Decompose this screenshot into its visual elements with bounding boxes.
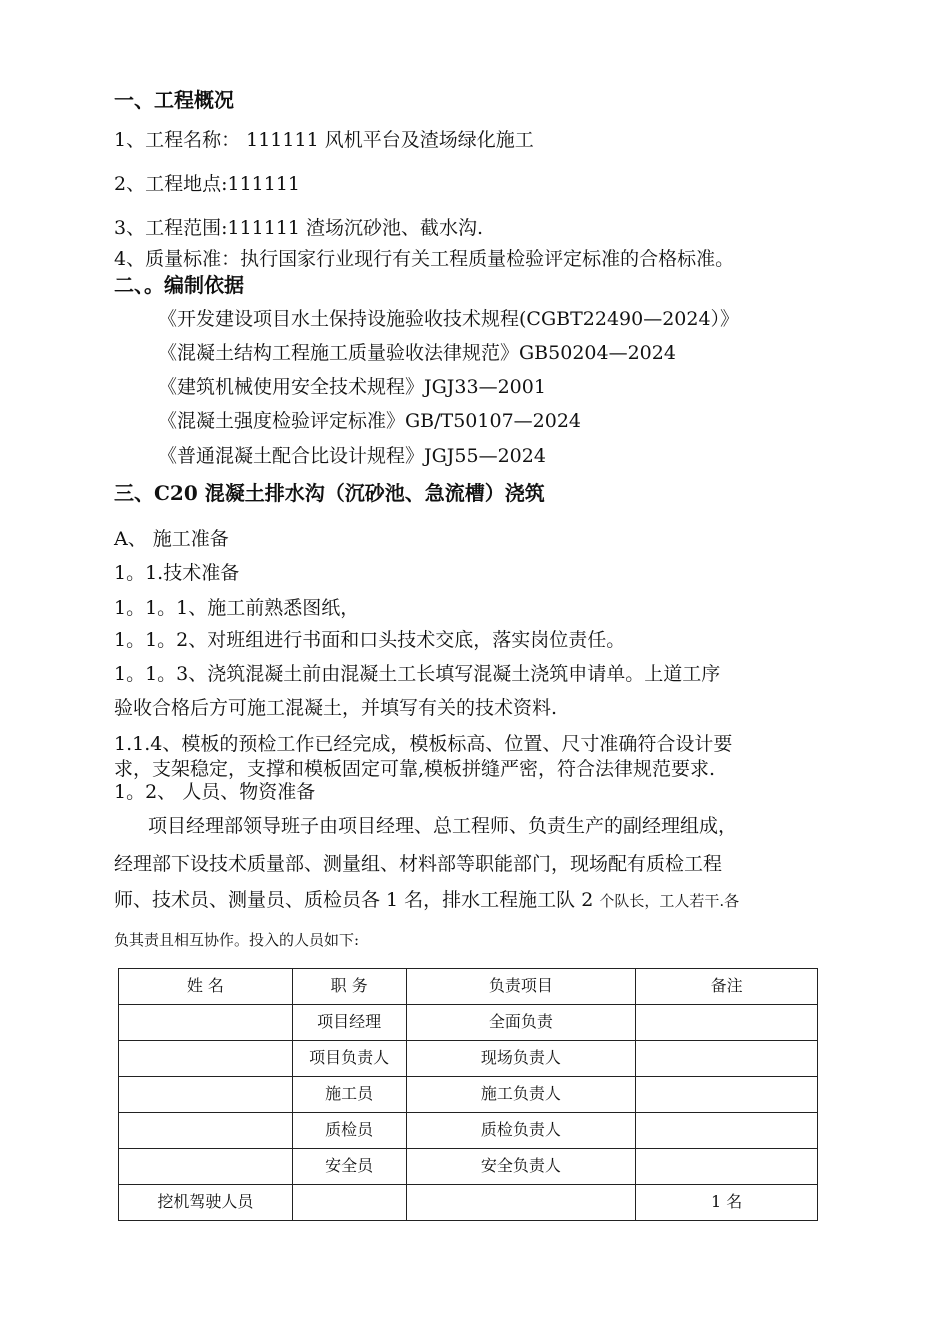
table-cell [119, 1149, 293, 1185]
table-cell [636, 1149, 818, 1185]
table-row [119, 1041, 818, 1077]
header-position: 职 务 [292, 969, 406, 1005]
personnel-paragraph-1: 项目经理部领导班子由项目经理、总工程师、负责生产的副经理组成， [148, 815, 738, 837]
personnel-table [118, 968, 818, 1221]
tech-prep-heading: 1。1.技术准备 [114, 562, 240, 584]
table-row [119, 1149, 818, 1185]
table-cell: 挖机驾驶人员 [119, 1185, 293, 1221]
table-cell: 质检负责人 [406, 1113, 636, 1149]
basis-item-5: 《普通混凝土配合比设计规程》JGJ55—2024 [158, 445, 546, 467]
header-remarks: 备注 [636, 969, 818, 1005]
table-cell: 安全负责人 [406, 1149, 636, 1185]
construction-prep-heading: A、 施工准备 [114, 528, 229, 550]
personnel-paragraph-3b: 个队长，工人若干.各 [599, 892, 740, 910]
personnel-paragraph-3a: 师、技术员、测量员、质检员各 1 名，排水工程施工队 2 [114, 889, 600, 911]
basis-item-3: 《建筑机械使用安全技术规程》JGJ33—2001 [158, 376, 546, 398]
table-cell [292, 1185, 406, 1221]
table-row [119, 1185, 818, 1221]
table-row [119, 1005, 818, 1041]
table-cell: 全面负责 [406, 1005, 636, 1041]
header-responsibility: 负责项目 [406, 969, 636, 1005]
quality-standard-line: 4、质量标准：执行国家行业现行有关工程质量检验评定标准的合格标准。 [114, 248, 735, 270]
table-cell [636, 1113, 818, 1149]
project-scope-line: 3、工程范围:111111 渣场沉砂池、截水沟. [114, 217, 484, 239]
tech-prep-item-3b: 验收合格后方可施工混凝土，并填写有关的技术资料. [114, 697, 558, 719]
table-cell [406, 1185, 636, 1221]
table-row [119, 1077, 818, 1113]
personnel-paragraph-4: 负其责且相互协作。投入的人员如下: [114, 931, 360, 949]
table-cell [119, 1041, 293, 1077]
table-header-row [119, 969, 818, 1005]
table-cell [636, 1077, 818, 1113]
table-cell [636, 1041, 818, 1077]
table-cell [119, 1077, 293, 1113]
header-name: 姓 名 [119, 969, 293, 1005]
table-cell: 质检员 [292, 1113, 406, 1149]
tech-prep-item-3a: 1。1。3、浇筑混凝土前由混凝土工长填写混凝土浇筑申请单。上道工序 [114, 663, 721, 685]
table-cell [119, 1005, 293, 1041]
table-cell: 项目负责人 [292, 1041, 406, 1077]
basis-item-2: 《混凝土结构工程施工质量验收法律规范》GB50204—2024 [158, 342, 676, 364]
table-cell: 安全员 [292, 1149, 406, 1185]
personnel-prep-heading: 1。2、 人员、物资准备 [114, 781, 316, 803]
table-row [119, 1113, 818, 1149]
tech-prep-item-1: 1。1。1、施工前熟悉图纸， [114, 597, 360, 619]
project-location-line: 2、工程地点:111111 [114, 173, 301, 195]
tech-prep-item-2: 1。1。2、对班组进行书面和口头技术交底，落实岗位责任。 [114, 629, 626, 651]
basis-item-4: 《混凝土强度检验评定标准》GB/T50107—2024 [158, 410, 582, 432]
personnel-paragraph-2: 经理部下设技术质量部、测量组、材料部等职能部门，现场配有质检工程 [114, 853, 723, 875]
section-2-title: 二、。编制依据 [114, 273, 244, 297]
table-cell: 施工员 [292, 1077, 406, 1113]
tech-prep-item-4b: 求，支架稳定，支撑和模板固定可靠,模板拼缝严密，符合法律规范要求. [114, 758, 716, 780]
project-name-line: 1、工程名称： 111111 风机平台及渣场绿化施工 [114, 129, 534, 151]
table-cell [119, 1113, 293, 1149]
table-cell: 现场负责人 [406, 1041, 636, 1077]
personnel-paragraph-3 [114, 888, 739, 913]
tech-prep-item-4a: 1.1.4、模板的预检工作已经完成，模板标高、位置、尺寸准确符合设计要 [114, 733, 733, 755]
section-3-title: 三、C20 混凝土排水沟（沉砂池、急流槽）浇筑 [114, 481, 545, 505]
basis-item-1: 《开发建设项目水土保持设施验收技术规程(CGBT22490—2024）》 [158, 308, 740, 330]
table-cell: 施工负责人 [406, 1077, 636, 1113]
table-cell [636, 1005, 818, 1041]
table-cell: 1 名 [636, 1185, 818, 1221]
section-1-title: 一、工程概况 [114, 88, 234, 112]
table-cell: 项目经理 [292, 1005, 406, 1041]
